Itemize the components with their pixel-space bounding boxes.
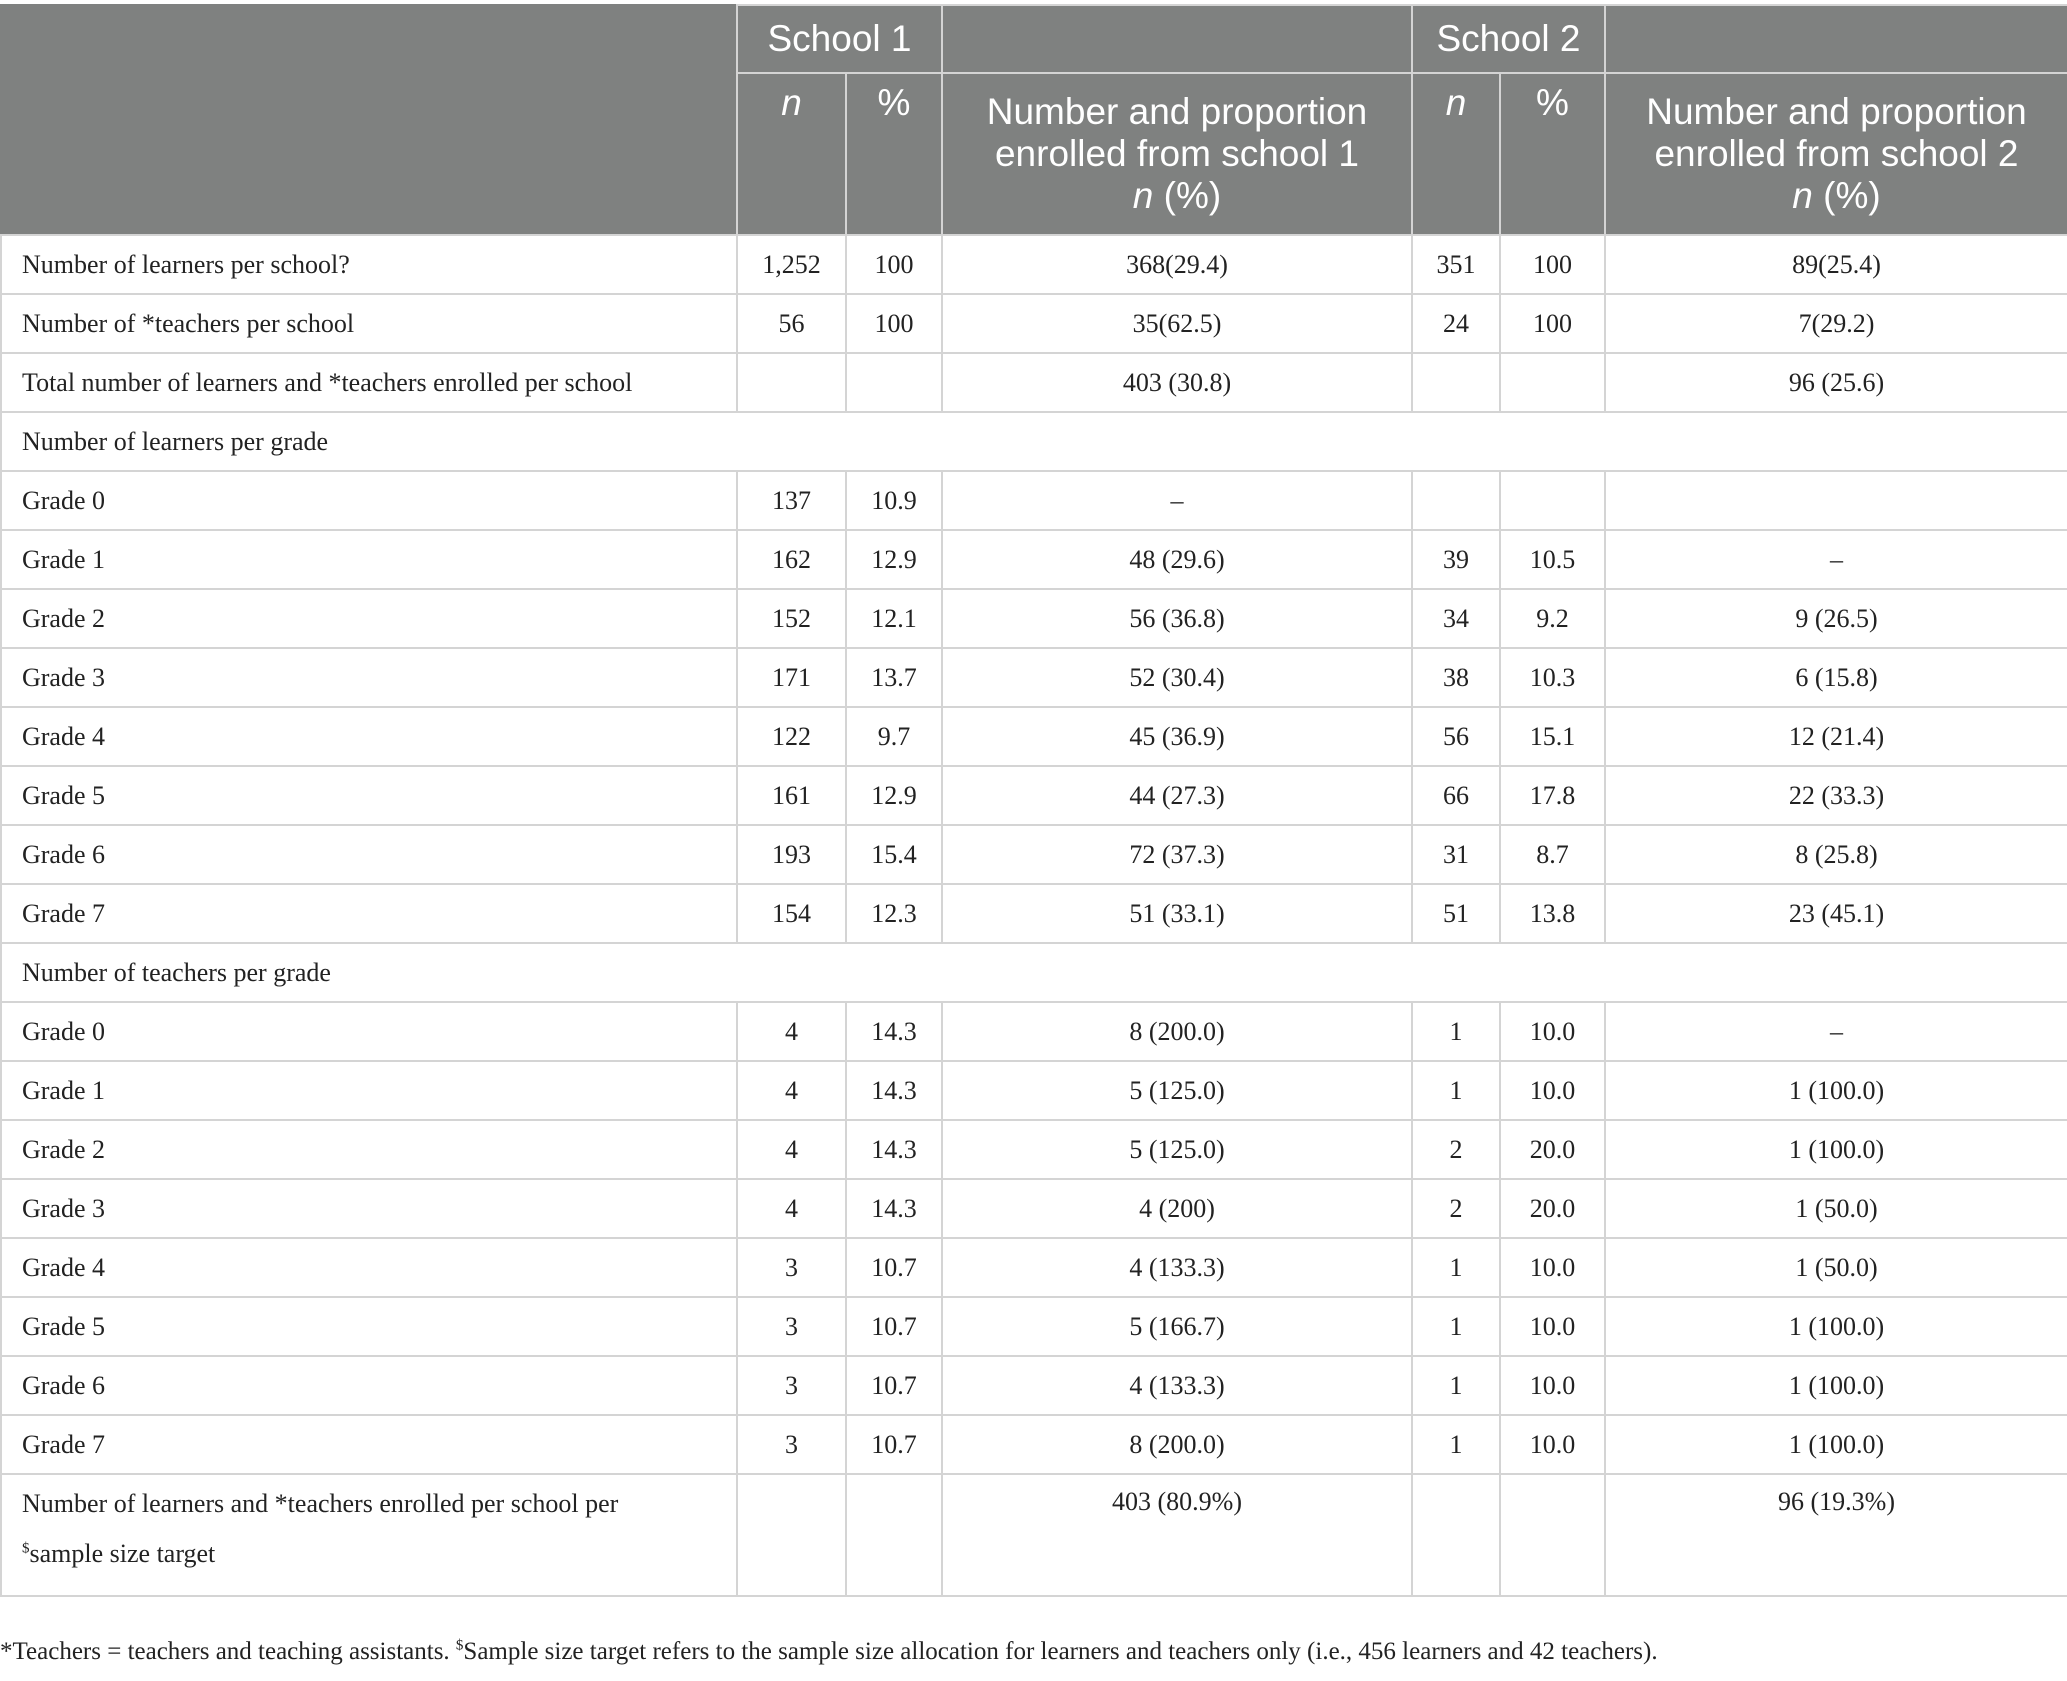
cell-school1-n (737, 353, 846, 412)
cell-school1-n: 171 (737, 648, 846, 707)
cell-school1-enrolled: 403 (80.9%) (942, 1474, 1412, 1596)
header-enrolled1-line3: n (%) (1132, 175, 1222, 216)
cell-school2-pct: 9.2 (1500, 589, 1605, 648)
cell-school1-enrolled: 45 (36.9) (942, 707, 1412, 766)
cell-school1-enrolled: 8 (200.0) (942, 1002, 1412, 1061)
cell-school2-n: 1 (1412, 1061, 1500, 1120)
cell-school2-n: 39 (1412, 530, 1500, 589)
cell-school1-enrolled: 72 (37.3) (942, 825, 1412, 884)
section-heading: Number of learners per grade (1, 412, 2067, 471)
cell-school1-pct: 14.3 (846, 1002, 942, 1061)
cell-school2-pct (1500, 353, 1605, 412)
cell-row-label: Grade 3 (1, 1179, 737, 1238)
cell-row-label: Grade 7 (1, 1415, 737, 1474)
cell-school2-n: 1 (1412, 1415, 1500, 1474)
header-enrolled1-line1: Number and proportion (986, 91, 1368, 132)
cell-school2-pct (1500, 471, 1605, 530)
cell-school2-pct: 20.0 (1500, 1179, 1605, 1238)
cell-school1-pct: 10.7 (846, 1238, 942, 1297)
cell-school2-pct: 13.8 (1500, 884, 1605, 943)
cell-school1-n: 162 (737, 530, 846, 589)
cell-school2-enrolled: 1 (100.0) (1605, 1415, 2067, 1474)
cell-school2-pct: 10.5 (1500, 530, 1605, 589)
header-school1-enrolled (942, 73, 1412, 235)
cell-school1-n: 137 (737, 471, 846, 530)
final-label-line1: Number of learners and *teachers enrolled per school per (22, 1489, 619, 1518)
cell-school1-pct: 9.7 (846, 707, 942, 766)
cell-school1-pct: 100 (846, 235, 942, 294)
cell-school1-pct: 12.9 (846, 766, 942, 825)
cell-school1-enrolled: 44 (27.3) (942, 766, 1412, 825)
cell-row-label: Grade 7 (1, 884, 737, 943)
cell-school2-pct: 15.1 (1500, 707, 1605, 766)
header-school-2: School 2 (1412, 5, 1605, 73)
header-blank-cell (1, 5, 737, 235)
cell-school1-enrolled: 35(62.5) (942, 294, 1412, 353)
cell-row-label: Grade 5 (1, 766, 737, 825)
cell-school2-pct: 10.3 (1500, 648, 1605, 707)
cell-row-label: Grade 1 (1, 1061, 737, 1120)
table-header (1, 5, 2067, 235)
cell-row-label: Grade 4 (1, 1238, 737, 1297)
cell-school2-n: 31 (1412, 825, 1500, 884)
teacher-grade-row (1, 1356, 2067, 1415)
cell-school2-enrolled: 89(25.4) (1605, 235, 2067, 294)
final-label-sup: $ (22, 1540, 30, 1557)
cell-school1-n: 4 (737, 1179, 846, 1238)
cell-school2-n: 1 (1412, 1297, 1500, 1356)
cell-school1-pct: 12.1 (846, 589, 942, 648)
enrollment-table (0, 4, 2067, 1597)
cell-school2-n: 2 (1412, 1179, 1500, 1238)
cell-school2-n: 38 (1412, 648, 1500, 707)
cell-school1-n: 154 (737, 884, 846, 943)
cell-school1-enrolled: 5 (166.7) (942, 1297, 1412, 1356)
cell-school1-n: 3 (737, 1415, 846, 1474)
cell-school1-enrolled: 4 (133.3) (942, 1356, 1412, 1415)
header-enrolled2-line2: enrolled from school 2 (1654, 133, 2019, 174)
cell-row-label: Grade 6 (1, 1356, 737, 1415)
final-label-line2: sample size target (29, 1539, 216, 1568)
cell-school1-n: 122 (737, 707, 846, 766)
cell-school1-enrolled: – (942, 471, 1412, 530)
footnote-part1: *Teachers = teachers and teaching assistants. (0, 1638, 456, 1665)
cell-school1-n: 56 (737, 294, 846, 353)
header-school1-pct: % (846, 73, 942, 235)
cell-school1-pct: 12.3 (846, 884, 942, 943)
cell-school2-n: 24 (1412, 294, 1500, 353)
learner-grade-row (1, 648, 2067, 707)
cell-school2-n: 51 (1412, 884, 1500, 943)
teacher-grade-row (1, 1238, 2067, 1297)
cell-school2-enrolled: 1 (100.0) (1605, 1120, 2067, 1179)
cell-row-label: Grade 2 (1, 1120, 737, 1179)
table-footnote (0, 1638, 1658, 1666)
cell-school2-enrolled: – (1605, 530, 2067, 589)
cell-row-label: Grade 0 (1, 471, 737, 530)
cell-school1-enrolled: 8 (200.0) (942, 1415, 1412, 1474)
cell-school2-enrolled: 6 (15.8) (1605, 648, 2067, 707)
teacher-grade-row (1, 1297, 2067, 1356)
learner-grade-row (1, 589, 2067, 648)
cell-school2-n: 1 (1412, 1356, 1500, 1415)
cell-school2-n: 34 (1412, 589, 1500, 648)
cell-school1-n: 161 (737, 766, 846, 825)
cell-school2-n (1412, 1474, 1500, 1596)
cell-row-label: Grade 1 (1, 530, 737, 589)
cell-row-label: Number of learners per school? (1, 235, 737, 294)
cell-school1-n: 193 (737, 825, 846, 884)
cell-school2-pct: 10.0 (1500, 1002, 1605, 1061)
cell-school1-pct: 14.3 (846, 1179, 942, 1238)
cell-school1-enrolled: 51 (33.1) (942, 884, 1412, 943)
footnote-sup: $ (455, 1637, 464, 1654)
cell-school1-enrolled: 56 (36.8) (942, 589, 1412, 648)
cell-school1-pct: 10.7 (846, 1297, 942, 1356)
cell-school1-pct: 100 (846, 294, 942, 353)
cell-school1-enrolled: 4 (133.3) (942, 1238, 1412, 1297)
cell-school2-enrolled: 96 (19.3%) (1605, 1474, 2067, 1596)
cell-school2-n: 2 (1412, 1120, 1500, 1179)
header-enrolled2-line1: Number and proportion (1646, 91, 2027, 132)
header-school2-pct: % (1500, 73, 1605, 235)
footnote-part2: Sample size target refers to the sample size allocation for learners and teachers only (i.e., 456 learners and 42 teachers). (463, 1638, 1658, 1665)
header-blank-enrolled-1 (942, 5, 1412, 73)
learners-section-row (1, 412, 2067, 471)
cell-school1-n: 4 (737, 1061, 846, 1120)
target-summary-row (1, 1474, 2067, 1596)
cell-school2-n: 1 (1412, 1238, 1500, 1297)
cell-school1-n: 3 (737, 1297, 846, 1356)
cell-school2-enrolled: 96 (25.6) (1605, 353, 2067, 412)
cell-school2-n: 66 (1412, 766, 1500, 825)
cell-school2-enrolled: 7(29.2) (1605, 294, 2067, 353)
cell-row-label: Grade 3 (1, 648, 737, 707)
header-enrolled2-line3: n (%) (1792, 175, 1881, 216)
cell-school1-enrolled: 5 (125.0) (942, 1061, 1412, 1120)
learner-grade-row (1, 766, 2067, 825)
cell-row-label (1, 1474, 737, 1596)
cell-school2-enrolled: 1 (100.0) (1605, 1297, 2067, 1356)
cell-school1-n: 152 (737, 589, 846, 648)
learner-grade-row (1, 825, 2067, 884)
header-enrolled1-line2: enrolled from school 1 (994, 133, 1360, 174)
cell-school1-n: 3 (737, 1238, 846, 1297)
cell-school2-pct: 100 (1500, 294, 1605, 353)
cell-school2-enrolled: 8 (25.8) (1605, 825, 2067, 884)
cell-school2-enrolled: 1 (100.0) (1605, 1356, 2067, 1415)
cell-school1-enrolled: 48 (29.6) (942, 530, 1412, 589)
teacher-grade-row (1, 1120, 2067, 1179)
header-school1-n: n (737, 73, 846, 235)
cell-school2-enrolled: – (1605, 1002, 2067, 1061)
cell-school2-enrolled (1605, 471, 2067, 530)
summary-row (1, 294, 2067, 353)
cell-school2-enrolled: 1 (50.0) (1605, 1179, 2067, 1238)
learner-grade-row (1, 530, 2067, 589)
cell-school2-enrolled: 1 (50.0) (1605, 1238, 2067, 1297)
cell-school2-pct: 10.0 (1500, 1061, 1605, 1120)
summary-row (1, 235, 2067, 294)
cell-school1-pct: 12.9 (846, 530, 942, 589)
cell-row-label: Number of *teachers per school (1, 294, 737, 353)
cell-school1-enrolled: 4 (200) (942, 1179, 1412, 1238)
summary-row (1, 353, 2067, 412)
cell-school1-n: 3 (737, 1356, 846, 1415)
teachers-section-row (1, 943, 2067, 1002)
cell-school2-pct: 10.0 (1500, 1238, 1605, 1297)
teacher-grade-row (1, 1415, 2067, 1474)
teacher-grade-row (1, 1002, 2067, 1061)
learner-grade-row (1, 471, 2067, 530)
section-heading: Number of teachers per grade (1, 943, 2067, 1002)
learner-grade-row (1, 884, 2067, 943)
teacher-grade-row (1, 1179, 2067, 1238)
cell-school2-n (1412, 353, 1500, 412)
cell-row-label: Total number of learners and *teachers enrolled per school (1, 353, 737, 412)
cell-school2-pct (1500, 1474, 1605, 1596)
cell-school2-enrolled: 12 (21.4) (1605, 707, 2067, 766)
cell-school1-n: 4 (737, 1002, 846, 1061)
cell-row-label: Grade 5 (1, 1297, 737, 1356)
cell-school1-pct: 10.9 (846, 471, 942, 530)
table-body (1, 235, 2067, 1596)
cell-school2-pct: 100 (1500, 235, 1605, 294)
cell-school1-pct: 10.7 (846, 1356, 942, 1415)
cell-school1-pct (846, 353, 942, 412)
cell-school1-enrolled: 5 (125.0) (942, 1120, 1412, 1179)
cell-school2-enrolled: 1 (100.0) (1605, 1061, 2067, 1120)
header-school2-n: n (1412, 73, 1500, 235)
cell-school2-n (1412, 471, 1500, 530)
cell-school1-pct: 15.4 (846, 825, 942, 884)
cell-school1-n (737, 1474, 846, 1596)
cell-school1-enrolled: 403 (30.8) (942, 353, 1412, 412)
learner-grade-row (1, 707, 2067, 766)
cell-school1-pct: 14.3 (846, 1061, 942, 1120)
cell-school1-enrolled: 368(29.4) (942, 235, 1412, 294)
cell-school1-pct (846, 1474, 942, 1596)
cell-school2-n: 1 (1412, 1002, 1500, 1061)
header-blank-enrolled-2 (1605, 5, 2067, 73)
cell-school1-n: 1,252 (737, 235, 846, 294)
cell-school1-enrolled: 52 (30.4) (942, 648, 1412, 707)
cell-school2-enrolled: 22 (33.3) (1605, 766, 2067, 825)
cell-row-label: Grade 4 (1, 707, 737, 766)
cell-school2-enrolled: 9 (26.5) (1605, 589, 2067, 648)
cell-school2-pct: 8.7 (1500, 825, 1605, 884)
cell-school2-pct: 17.8 (1500, 766, 1605, 825)
cell-school2-enrolled: 23 (45.1) (1605, 884, 2067, 943)
cell-school1-n: 4 (737, 1120, 846, 1179)
header-school-1: School 1 (737, 5, 942, 73)
cell-school2-pct: 10.0 (1500, 1415, 1605, 1474)
cell-row-label: Grade 6 (1, 825, 737, 884)
cell-school2-pct: 10.0 (1500, 1356, 1605, 1415)
cell-school1-pct: 13.7 (846, 648, 942, 707)
cell-school2-n: 56 (1412, 707, 1500, 766)
cell-school2-n: 351 (1412, 235, 1500, 294)
cell-school1-pct: 14.3 (846, 1120, 942, 1179)
cell-school1-pct: 10.7 (846, 1415, 942, 1474)
cell-school2-pct: 10.0 (1500, 1297, 1605, 1356)
cell-row-label: Grade 2 (1, 589, 737, 648)
header-school2-enrolled (1605, 73, 2067, 235)
cell-row-label: Grade 0 (1, 1002, 737, 1061)
cell-school2-pct: 20.0 (1500, 1120, 1605, 1179)
teacher-grade-row (1, 1061, 2067, 1120)
